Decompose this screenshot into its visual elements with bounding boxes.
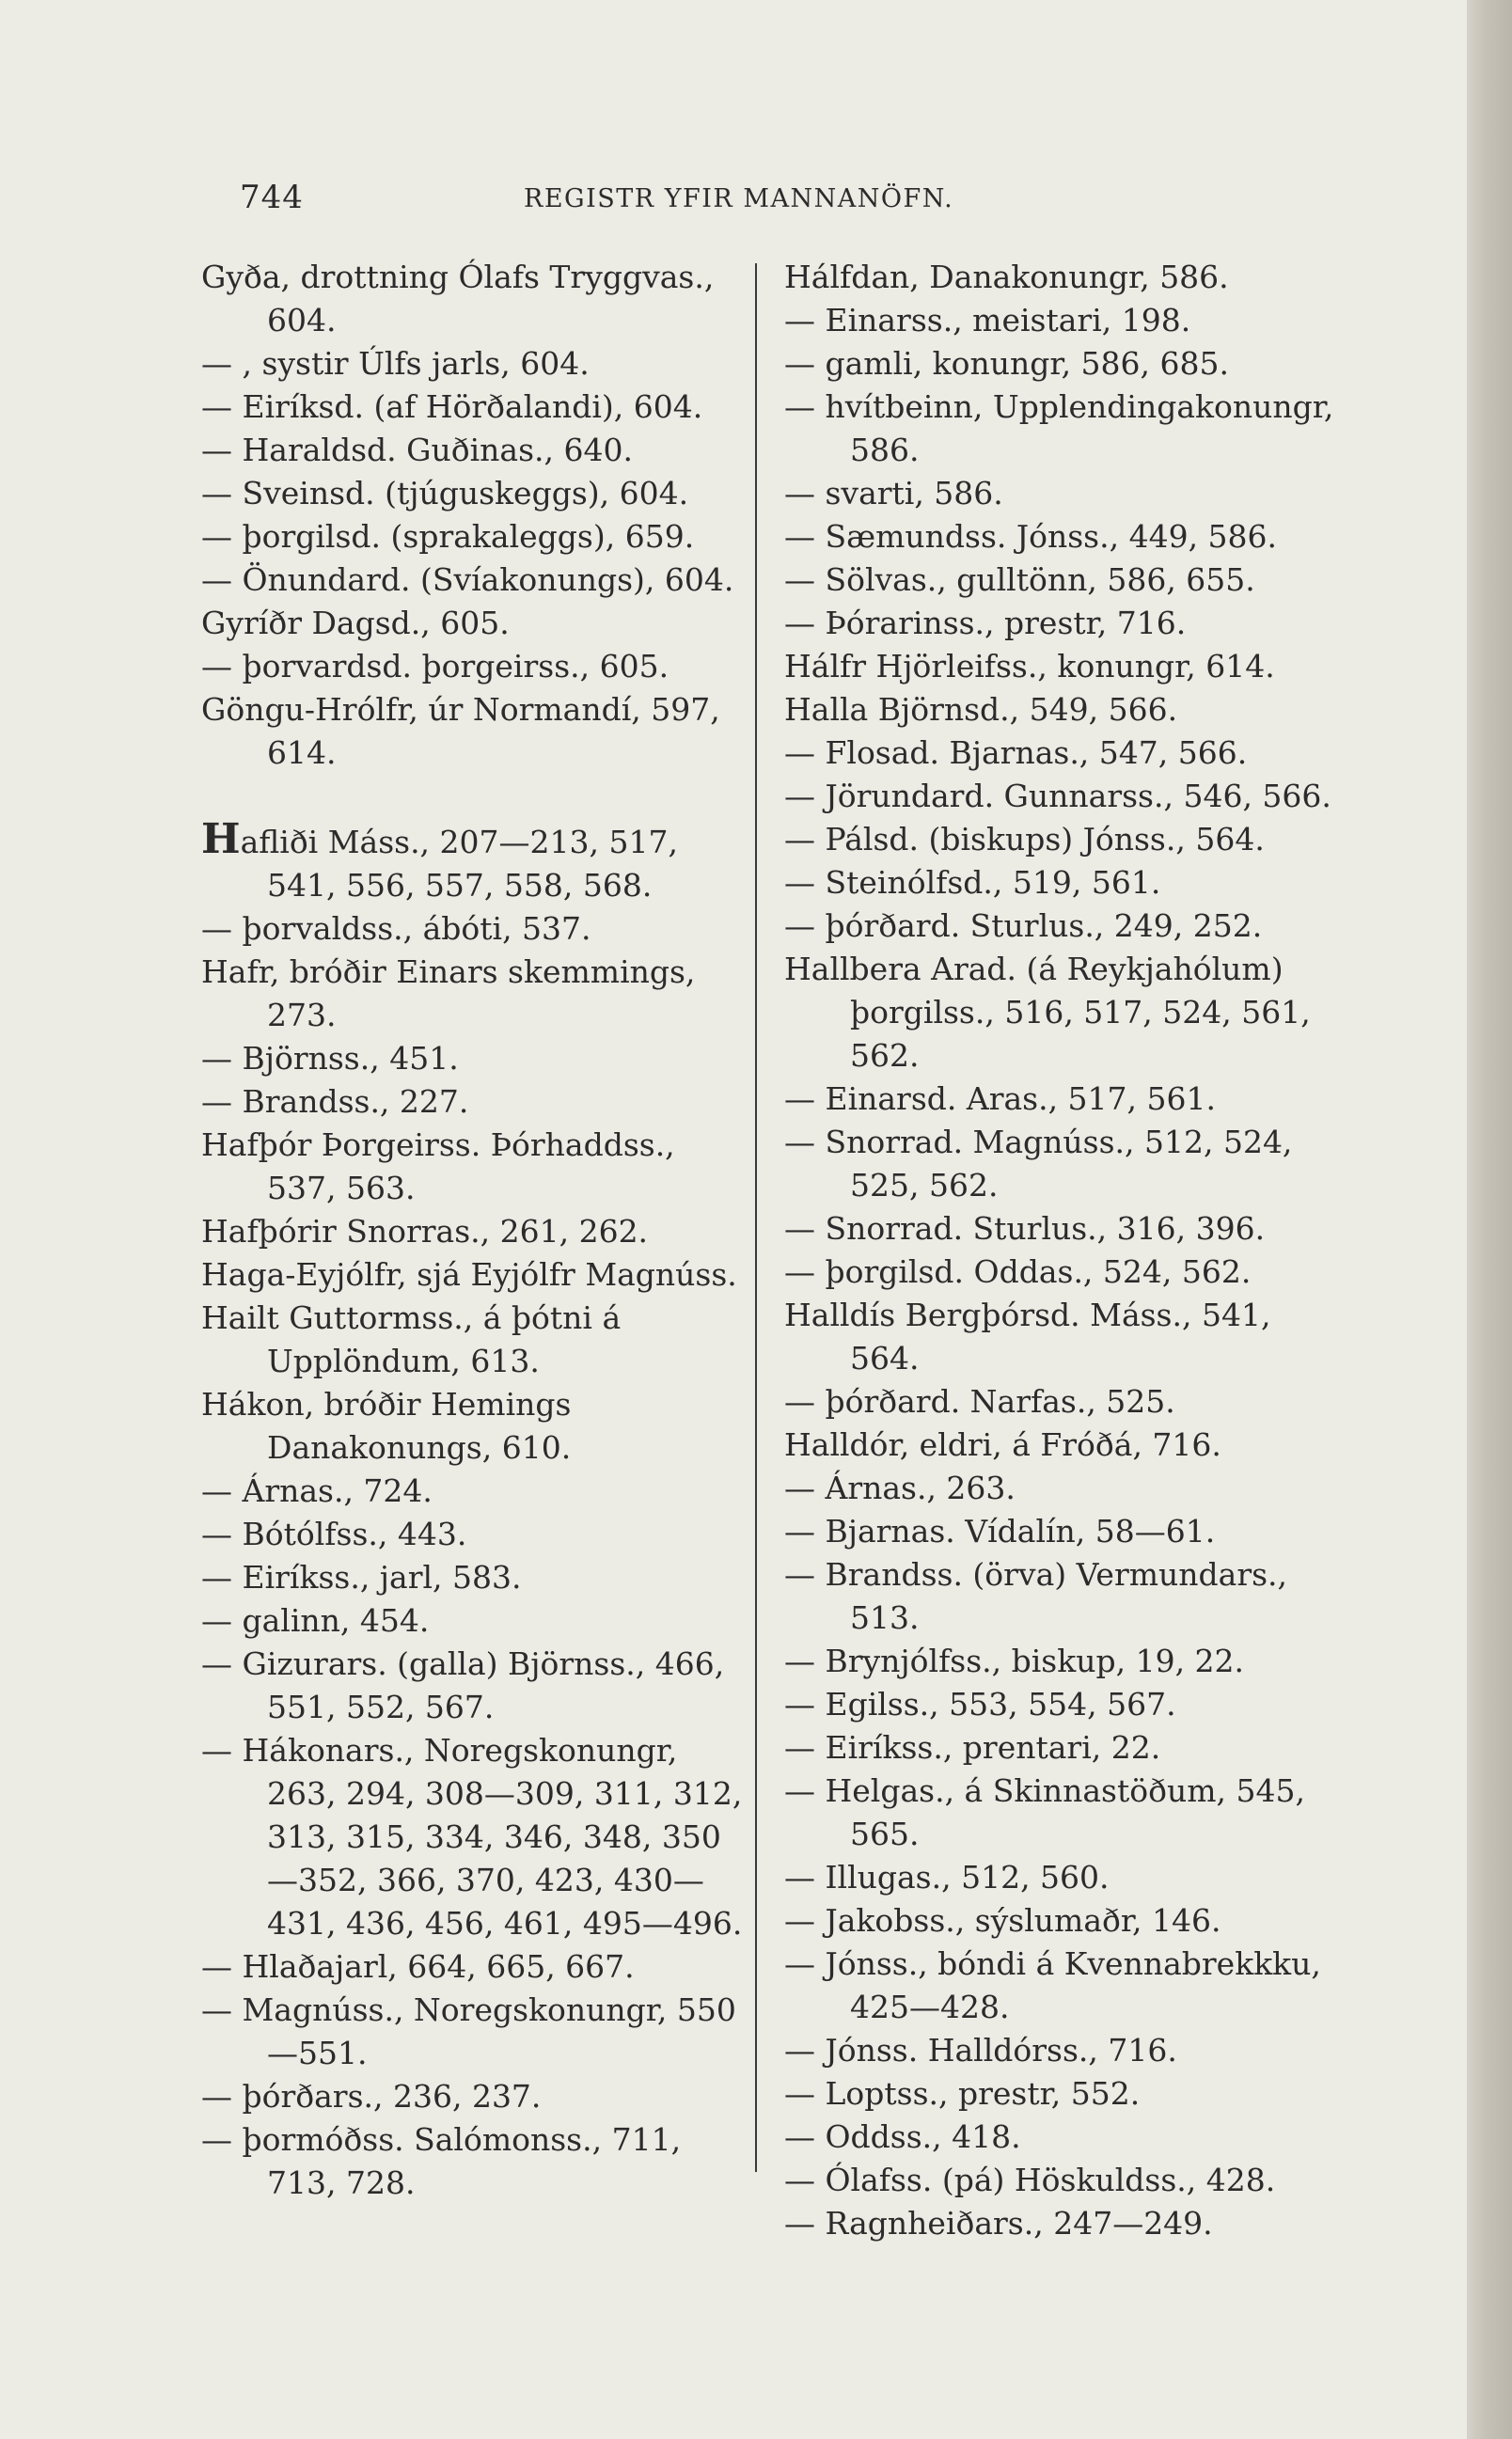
index-entry: — Bótólfss., 443. xyxy=(201,1516,467,1552)
index-entry: Göngu-Hrólfr, úr Normandí, 597, 614. xyxy=(201,691,720,771)
index-entry: — svarti, 586. xyxy=(784,475,1003,511)
index-entry: — Magnúss., Noregskonungr, 550 —551. xyxy=(201,1991,736,2071)
index-entry: — þórðard. Narfas., 525. xyxy=(784,1383,1175,1420)
index-entry: — Eiríksd. (af Hörðalandi), 604. xyxy=(201,388,703,425)
index-entry: — Jakobss., sýslumaðr, 146. xyxy=(784,1902,1221,1939)
index-entry: Halldór, eldri, á Fróðá, 716. xyxy=(784,1426,1221,1463)
index-entry: Gyða, drottning Ólafs Tryggvas., 604. xyxy=(201,259,715,338)
index-entry: Hálfdan, Danakonungr, 586. xyxy=(784,259,1229,295)
index-entry: — Haraldsd. Guðinas., 640. xyxy=(201,432,633,468)
index-entry: — Sölvas., gulltönn, 586, 655. xyxy=(784,561,1255,598)
index-entry: — Illugas., 512, 560. xyxy=(784,1859,1110,1896)
index-entry: Hailt Guttormss., á þótni á Upplöndum, 613. xyxy=(201,1299,622,1379)
index-entry: — Árnas., 724. xyxy=(201,1472,433,1509)
index-entry: — þormóðss. Salómonss., 711, 713, 728. xyxy=(201,2121,682,2201)
index-entry: — Þórarinss., prestr, 716. xyxy=(784,605,1187,641)
page-header xyxy=(240,179,1340,226)
index-entry: — Eiríkss., jarl, 583. xyxy=(201,1559,522,1596)
index-entry: — Helgas., á Skinnastöðum, 545, 565. xyxy=(784,1772,1305,1852)
index-entry: — Steinólfsd., 519, 561. xyxy=(784,864,1161,901)
index-entry: — þórðard. Sturlus., 249, 252. xyxy=(784,907,1263,944)
column-divider xyxy=(755,263,757,2172)
index-entry: Gyríðr Dagsd., 605. xyxy=(201,605,510,641)
index-entry: — þorgilsd. Oddas., 524, 562. xyxy=(784,1253,1252,1290)
index-entry: — Egilss., 553, 554, 567. xyxy=(784,1686,1176,1723)
index-entry: Hafþór Þorgeirss. Þórhaddss., 537, 563. xyxy=(201,1126,675,1206)
index-entry: — Eiríkss., prentari, 22. xyxy=(784,1729,1161,1766)
index-entry: Hafliði Máss., 207—213, 517, 541, 556, 557, 558, 568. xyxy=(201,815,678,904)
index-entry: — þorgilsd. (sprakaleggs), 659. xyxy=(201,518,695,555)
index-entry: — Árnas., 263. xyxy=(784,1470,1016,1506)
index-entry: — Snorrad. Sturlus., 316, 396. xyxy=(784,1210,1266,1247)
index-entry: — Einarss., meistari, 198. xyxy=(784,302,1191,338)
index-entry: — Björnss., 451. xyxy=(201,1040,459,1077)
index-entry: — Flosad. Bjarnas., 547, 566. xyxy=(784,734,1248,771)
index-entry: — Snorrad. Magnúss., 512, 524, 525, 562. xyxy=(784,1124,1293,1204)
index-entry: — galinn, 454. xyxy=(201,1602,430,1639)
index-entry: — Ólafss. (pá) Höskuldss., 428. xyxy=(784,2162,1276,2198)
index-entry: — Pálsd. (biskups) Jónss., 564. xyxy=(784,821,1265,858)
page-edge-shadow xyxy=(1467,0,1512,2439)
index-entry: — Loptss., prestr, 552. xyxy=(784,2075,1141,2112)
index-entry: Halla Björnsd., 549, 566. xyxy=(784,691,1178,728)
index-entry: — Brandss., 227. xyxy=(201,1083,469,1120)
index-entry: — Sæmundss. Jónss., 449, 586. xyxy=(784,518,1278,555)
index-entry: — Sveinsd. (tjúguskeggs), 604. xyxy=(201,475,689,511)
index-entry: — Bjarnas. Vídalín, 58—61. xyxy=(784,1513,1216,1550)
index-entry: — þorvardsd. þorgeirss., 605. xyxy=(201,648,669,684)
running-title: REGISTR YFIR MANNANÖFN. xyxy=(524,184,954,213)
index-entry: — , systir Úlfs jarls, 604. xyxy=(201,345,590,382)
index-entry: — gamli, konungr, 586, 685. xyxy=(784,345,1229,382)
index-entry: — Hlaðajarl, 664, 665, 667. xyxy=(201,1948,635,1985)
index-entry: — Önundard. (Svíakonungs), 604. xyxy=(201,561,734,598)
index-entry: — þórðars., 236, 237. xyxy=(201,2078,542,2115)
index-entry: — Brandss. (örva) Vermundars., 513. xyxy=(784,1556,1288,1636)
index-entry: Hallbera Arad. (á Reykjahólum) þorgilss., 516, 517, 524, 561, 562. xyxy=(784,951,1311,1074)
index-entry: Halldís Bergþórsd. Máss., 541, 564. xyxy=(784,1297,1271,1377)
index-entry: — Ragnheiðars., 247—249. xyxy=(784,2205,1213,2242)
index-column-left xyxy=(201,256,747,2205)
index-entry: — Oddss., 418. xyxy=(784,2118,1021,2155)
index-column-right xyxy=(784,256,1345,2245)
index-entry: — hvítbeinn, Upplendingakonungr, 586. xyxy=(784,388,1334,468)
index-entry: — þorvaldss., ábóti, 537. xyxy=(201,910,591,947)
index-entry: — Jónss., bóndi á Kvennabrekkku, 425—428. xyxy=(784,1945,1321,2025)
index-entry: Hálfr Hjörleifss., konungr, 614. xyxy=(784,648,1275,684)
index-entry: Hákon, bróðir Hemings Danakonungs, 610. xyxy=(201,1386,572,1466)
index-entry: Hafr, bróðir Einars skemmings, 273. xyxy=(201,953,696,1033)
index-entry: — Gizurars. (galla) Björnss., 466, 551, 552, 567. xyxy=(201,1645,725,1725)
index-entry: — Hákonars., Noregskonungr, 263, 294, 308—309, 311, 312, 313, 315, 334, 346, 348, 350—352, 366, 370, 423, 430—431, 436, 456, 461, 495—496. xyxy=(201,1732,743,1942)
index-entry: Hafþórir Snorras., 261, 262. xyxy=(201,1213,649,1250)
page-number: 744 xyxy=(240,179,304,216)
index-entry: — Jörundard. Gunnarss., 546, 566. xyxy=(784,778,1331,814)
index-entry: — Brynjólfss., biskup, 19, 22. xyxy=(784,1643,1245,1679)
index-entry: — Jónss. Halldórss., 716. xyxy=(784,2032,1177,2069)
index-entry: Haga-Eyjólfr, sjá Eyjólfr Magnúss. xyxy=(201,1256,737,1293)
index-entry: — Einarsd. Aras., 517, 561. xyxy=(784,1080,1217,1117)
